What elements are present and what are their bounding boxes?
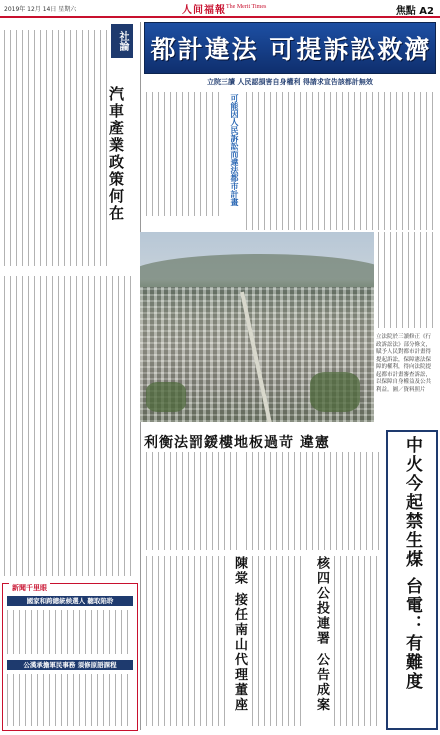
photo-green-area xyxy=(146,382,186,412)
section-label: 焦點 A2 xyxy=(395,6,434,17)
editorial-body-1 xyxy=(4,30,108,266)
story-title-nuclear: 核四公投連署 公告成案 xyxy=(314,556,329,713)
news-body-1 xyxy=(7,610,133,654)
editorial-title: 汽車產業政策何在 xyxy=(107,86,125,222)
nanshan-article-body xyxy=(146,556,226,726)
aerial-city-photo xyxy=(140,232,374,422)
issue-date: 2019年 12月 14日 星期六 xyxy=(4,6,77,13)
main-subhead: 立院三讀 人民認損害自身權利 得請求宣告該都計無效 xyxy=(207,78,373,86)
newspaper-logo: 人间福報 xyxy=(182,5,226,16)
news-heading-1: 國家和跨總統候選人 聽取陷聆 xyxy=(7,596,133,606)
editorial-body-2 xyxy=(4,276,134,576)
photo-caption: 立法院於三讀修正《行政訴訟法》部分條文，賦予人民對都市計畫得提起訴訟，保障憲法保障的權利，得向法院提起都市計畫審查訴訟，以保障自身權益及公共利益。圖／資料照片 xyxy=(376,334,432,393)
page-header xyxy=(0,0,440,18)
photo-green-area xyxy=(310,372,360,412)
second-article-body-1 xyxy=(146,452,242,550)
main-headline-banner xyxy=(144,22,436,74)
side-story-title: 中火今起禁生煤 台電：有難度 xyxy=(402,436,422,691)
side-story-box xyxy=(386,430,438,730)
news-body-2 xyxy=(7,674,133,726)
news-heading-2: 公漢承擔軍民事務 須修原語課程 xyxy=(7,660,133,670)
newspaper-logo-en: The Merit Times xyxy=(226,4,267,10)
main-headline: 都計違法 可提訴訟救濟 xyxy=(150,35,432,64)
second-headline: 利衡法罰鍰樓地板過苛 違憲 xyxy=(144,435,330,451)
editorial-tag: 社論 xyxy=(111,24,133,58)
nanshan-article-body-2 xyxy=(252,556,306,726)
news-brief-box xyxy=(2,583,138,731)
nuclear-article-body xyxy=(334,556,382,726)
main-article-body-left xyxy=(146,92,222,216)
story-title-nanshan: 陳棠 接任南山代理董座 xyxy=(232,556,247,713)
pull-quote: 可能因人民訴訟而違法都市計畫 xyxy=(230,94,239,206)
main-article-body-right xyxy=(246,92,434,230)
main-article-body-side xyxy=(378,232,436,328)
second-article-body-2 xyxy=(246,452,382,550)
news-box-title: 新聞千里眼 xyxy=(9,583,50,593)
